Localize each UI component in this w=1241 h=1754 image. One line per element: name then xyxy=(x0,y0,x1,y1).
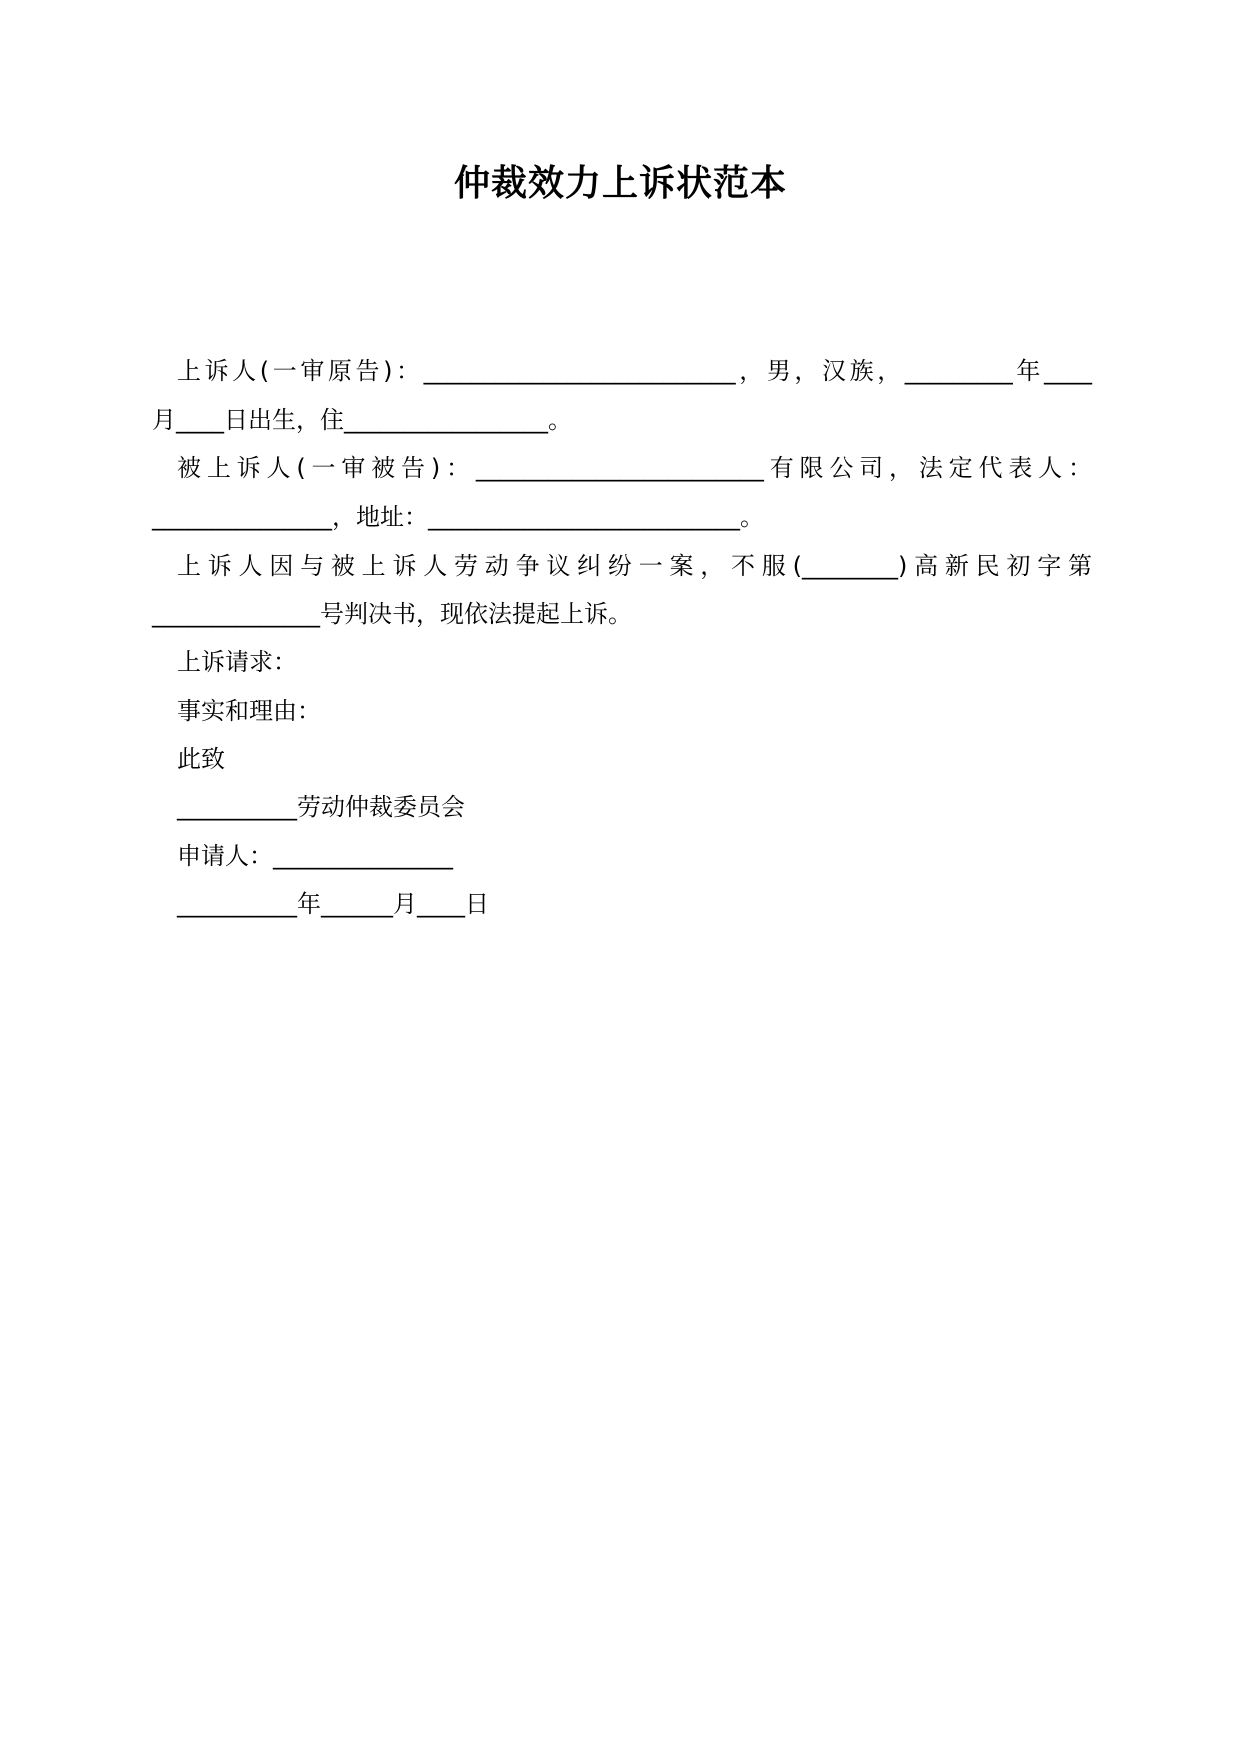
applicant-signature: 申请人：_______________ xyxy=(177,842,453,870)
appeal-requests-heading: 上诉请求： xyxy=(177,648,297,676)
facts-reasons-heading: 事实和理由： xyxy=(177,697,321,725)
document-title: 仲裁效力上诉状范本 xyxy=(453,163,787,204)
appellant-line-1: 上诉人(一审原告)：__________________________，男，汉族，_________年____ xyxy=(177,357,1092,385)
appellant-line-2: 月____日出生，住_________________。 xyxy=(152,406,572,434)
respondent-line-2: _______________，地址：__________________________。 xyxy=(152,503,764,531)
appeal-statement-line-1: 上诉人因与被上诉人劳动争议纠纷一案，不服(________)高新民初字第 xyxy=(177,552,1092,580)
respondent-line-1: 被上诉人(一审被告)：________________________有限公司，法定代表人： xyxy=(177,454,1092,482)
appeal-statement-line-2: ______________号判决书，现依法提起上诉。 xyxy=(152,600,632,628)
salutation: 此致 xyxy=(177,745,225,773)
recipient-committee: __________劳动仲裁委员会 xyxy=(177,793,465,821)
date-line: __________年______月____日 xyxy=(177,890,489,918)
